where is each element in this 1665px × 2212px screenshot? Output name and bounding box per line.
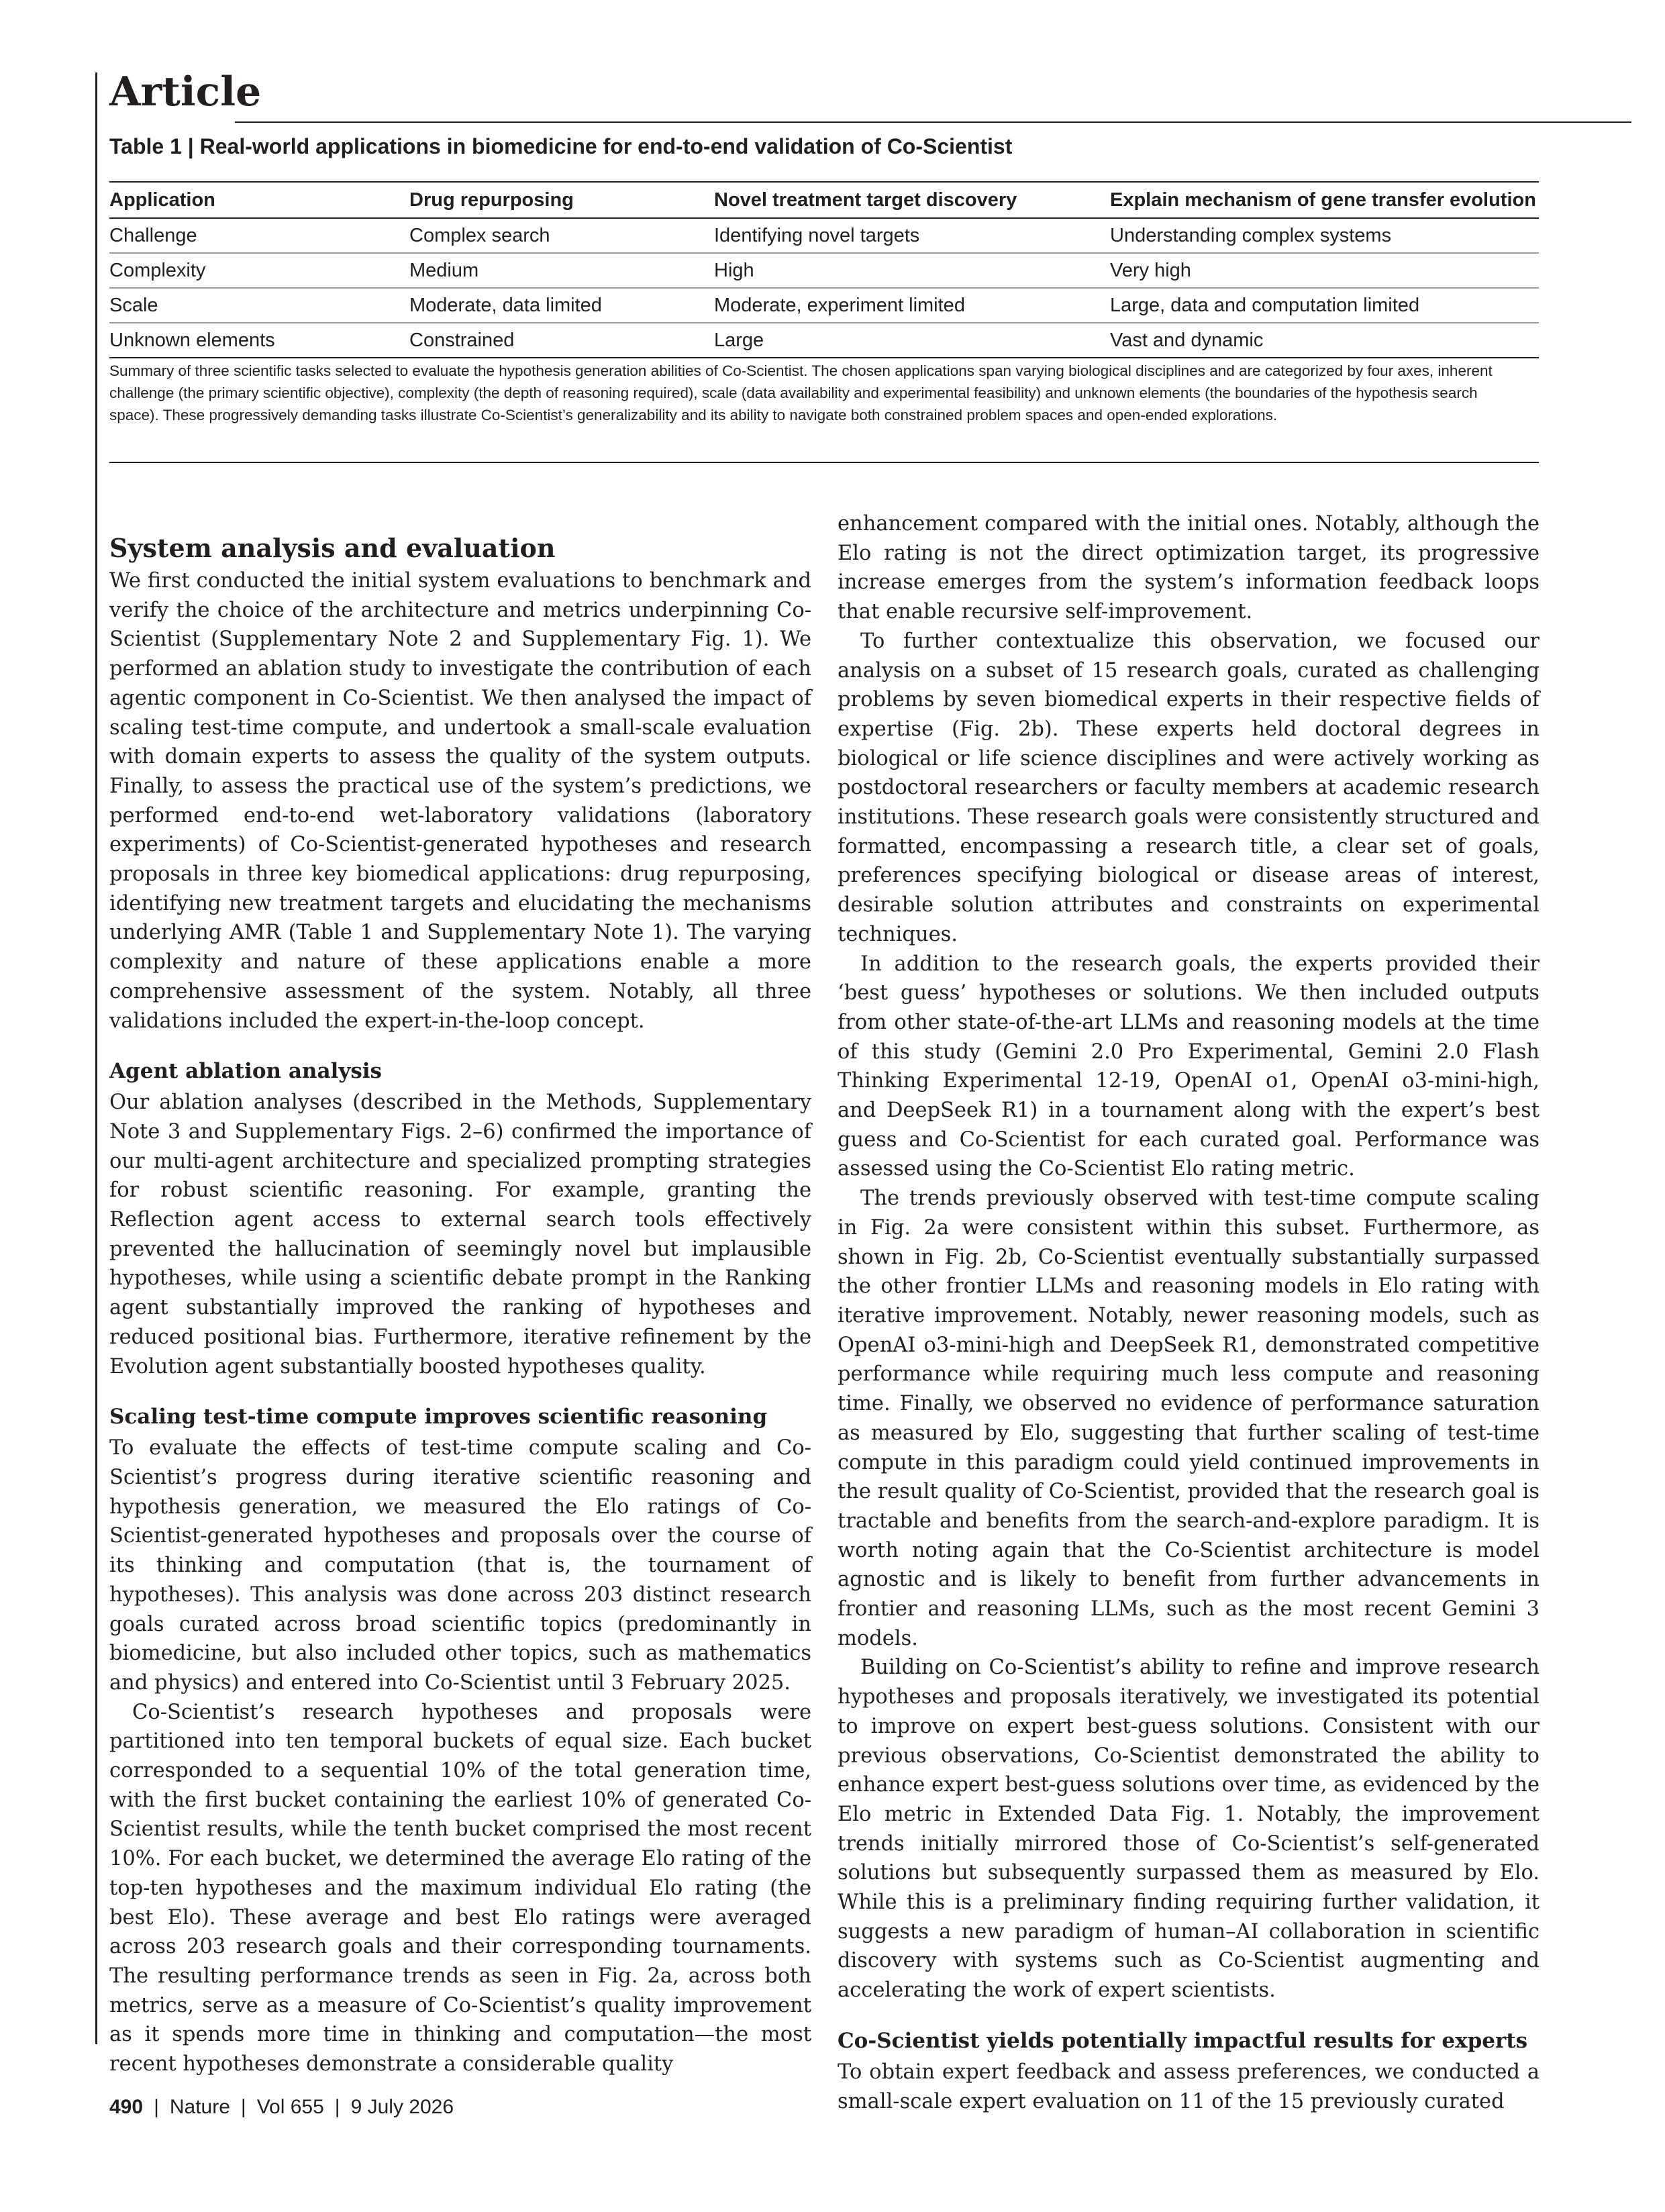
subsection-title: Agent ablation analysis [109,1059,383,1084]
caption-rule [109,462,1539,463]
table-cell: Understanding complex systems [1110,218,1539,253]
right-column [838,509,1540,2116]
table-cell: Complex search [409,218,714,253]
subsection-title: Scaling test-time compute improves scientific reasoning [109,1405,768,1429]
paragraph: Building on Co-Scientist’s ability to refine and improve research hypotheses and proposals iteratively, we investigated its potential to improve on expert best-guess solutions. Consistent with our previous observations, Co-Scientist demonstrated the ability to enhance expert best-guess solutions over time, as evidenced by the Elo metric in Extended Data Fig. 1. Notably, the improvement trends initially mirrored those of Co-Scientist’s self-generated solutions but subsequently surpassed them as measured by Elo. While this is a preliminary finding requiring further validation, it suggests a new paradigm of human–AI collaboration in scientific discovery with systems such as Co-Scientist augmenting and accelerating the work of expert scientists. [838,1656,1540,2003]
table-cell: Constrained [409,323,714,358]
table-row [109,323,1539,358]
table-cell: Complexity [109,253,409,288]
paragraph: In addition to the research goals, the experts provided their ‘best guess’ hypotheses or solutions. We then included outputs from other state-of-the-art LLMs and reasoning models at the time of this study (Gemini 2.0 Pro Experimental, Gemini 2.0 Flash Thinking Experimental 12-19, OpenAI o1, OpenAI o3-mini-high, and DeepSeek R1) in a tournament along with the expert’s best guess and Co-Scientist for each curated goal. Performance was assessed using the Co-Scientist Elo rating metric. [838,952,1540,1181]
table-cell: Identifying novel targets [714,218,1110,253]
left-column [109,530,811,2079]
table-header-cell: Drug repurposing [409,182,714,218]
table-cell: Moderate, data limited [409,288,714,323]
table-cell: Very high [1110,253,1539,288]
table-cell: Large, data and computation limited [1110,288,1539,323]
paragraph: Our ablation analyses (described in the Methods, Supplementary Note 3 and Supplementary Figs. 2–6) confirmed the importance of our multi-agent architecture and specialized prompting strategies for robust scientific reasoning. For example, granting the Reflection agent access to external search tools effectively prevented the hallucination of seemingly novel but implausible hypotheses, while using a scientific debate prompt in the Ranking agent substantially improved the ranking of hypotheses and reduced positional bias. Furthermore, iterative refinement by the Evolution agent substantially boosted hypotheses quality. [109,1091,811,1378]
paragraph: The trends previously observed with test-time compute scaling in Fig. 2a were consistent within this subset. Furthermore, as shown in Fig. 2b, Co-Scientist eventually substantially surpassed the other frontier LLMs and reasoning models in Elo rating with iterative improvement. Notably, newer reasoning models, such as OpenAI o3-mini-high and DeepSeek R1, demonstrated competitive performance while requiring much less compute and reasoning time. Finally, we observed no evidence of performance saturation as measured by Elo, suggesting that further scaling of test-time compute in this paradigm could yield continued improvements in the result quality of Co-Scientist, provided that the research goal is tractable and benefits from the search-and-explore paradigm. It is worth noting again that the Co-Scientist architecture is model agnostic and is likely to benefit from further advancements in frontier and reasoning LLMs, such as the most recent Gemini 3 models. [838,1187,1540,1650]
applications-table [109,181,1539,358]
table-row [109,218,1539,253]
journal-name: Nature [169,2096,230,2118]
table-cell: High [714,253,1110,288]
table-row [109,253,1539,288]
table-cell: Moderate, experiment limited [714,288,1110,323]
page-footer: 490 | Nature | Vol 655 | 9 July 2026 [109,2096,454,2118]
table-title: Table 1 | Real-world applications in biomedicine for end-to-end validation of Co-Scientist [109,134,1013,158]
table-cell: Scale [109,288,409,323]
paragraph: We first conducted the initial system evaluations to benchmark and verify the choice of the architecture and metrics underpinning Co-Scientist (Supplementary Note 2 and Supplementary Fig. 1). We performed an ablation study to investigate the contribution of each agentic component in Co-Scientist. We then analysed the impact of scaling test-time compute, and undertook a small-scale evaluation with domain experts to assess the quality of the system outputs. Finally, to assess the practical use of the system’s predictions, we performed end-to-end wet-laboratory validations (laboratory experiments) of Co-Scientist-generated hypotheses and research proposals in three key biomedical applications: drug repurposing, identifying new treatment targets and elucidating the mechanisms underlying AMR (Table 1 and Supplementary Note 1). The varying complexity and nature of these applications enable a more comprehensive assessment of the system. Notably, all three validations included the expert-in-the-loop concept. [109,569,811,1033]
page-number: 490 [109,2096,144,2118]
table-cell: Vast and dynamic [1110,323,1539,358]
margin-rule [95,72,97,2044]
table-header-cell: Explain mechanism of gene transfer evolution [1110,182,1539,218]
table-cell: Unknown elements [109,323,409,358]
table-cell: Challenge [109,218,409,253]
table-row [109,288,1539,323]
section-header: Article [109,68,262,115]
table-cell: Medium [409,253,714,288]
table-caption: Summary of three scientific tasks selected to evaluate the hypothesis generation abilities of Co-Scientist. The chosen applications span varying biological disciplines and are categorized by four axes, inherent challenge (the primary scientific objective), complexity (the depth of reasoning required), scale (data availability and experimental feasibility) and unknown elements (the boundaries of the hypothesis search space). These progressively demanding tasks illustrate Co-Scientist’s generalizability and its ability to navigate both constrained problem spaces and open-ended explorations. [109,362,1493,423]
paragraph: Co-Scientist’s research hypotheses and proposals were partitioned into ten temporal buckets of equal size. Each bucket corresponded to a sequential 10% of the total generation time, with the first bucket containing the earliest 10% of generated Co-Scientist results, while the tenth bucket comprised the most recent 10%. For each bucket, we determined the average Elo rating of the top-ten hypotheses and the maximum individual Elo rating (the best Elo). These average and best Elo ratings were averaged across 203 research goals and their corresponding tournaments. The resulting performance trends as seen in Fig. 2a, across both metrics, serve as a measure of Co-Scientist’s quality improvement as it spends more time in thinking and computation—the most recent hypotheses demonstrate a considerable quality [109,1700,811,2076]
section-title: System analysis and evaluation [109,533,556,563]
header-rule [235,121,1631,123]
volume: Vol 655 [256,2096,324,2118]
subsection-title: Co-Scientist yields potentially impactful results for experts [838,2028,1528,2053]
table-header-row [109,182,1539,218]
paragraph: enhancement compared with the initial ones. Notably, although the Elo rating is not the direct optimization target, its progressive increase emerges from the system’s information feedback loops that enable recursive self-improvement. [838,512,1540,624]
table-cell: Large [714,323,1110,358]
table-header-cell: Application [109,182,409,218]
issue-date: 9 July 2026 [350,2096,454,2118]
paragraph: To obtain expert feedback and assess preferences, we conducted a small-scale expert evaluation on 11 of the 15 previously curated [838,2060,1540,2113]
table-header-cell: Novel treatment target discovery [714,182,1110,218]
paragraph: To evaluate the effects of test-time compute scaling and Co-Scientist’s progress during iterative scientific reasoning and hypothesis generation, we measured the Elo ratings of Co-Scientist-generated hypotheses and proposals over the course of its thinking and computation (that is, the tournament of hypotheses). This analysis was done across 203 distinct research goals curated across broad scientific topics (predominantly in biomedicine, but also included other topics, such as mathematics and physics) and entered into Co-Scientist until 3 February 2025. [109,1436,811,1695]
paragraph: To further contextualize this observation, we focused our analysis on a subset of 15 research goals, curated as challenging problems by seven biomedical experts in their respective fields of expertise (Fig. 2b). These experts held doctoral degrees in biological or life science disciplines and were actively working as postdoctoral researchers or faculty members at academic research institutions. These research goals were consistently structured and formatted, encompassing a research title, a clear set of goals, preferences specifying biological or disease areas of interest, desirable solution attributes and constraints on experimental techniques. [838,629,1540,946]
